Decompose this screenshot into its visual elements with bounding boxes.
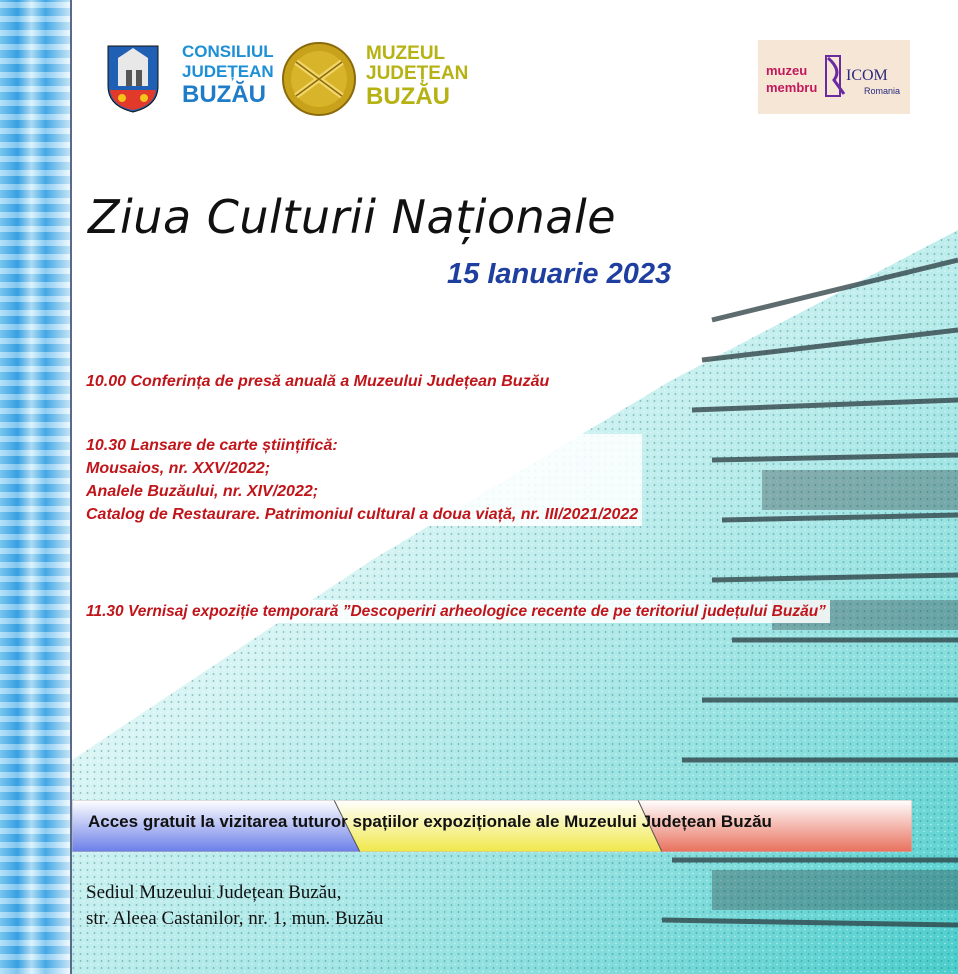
event-line: 10.30 Lansare de carte științifică: <box>86 437 338 454</box>
consiliul-judetean-logo <box>182 42 274 108</box>
logo-text: JUDEȚEAN <box>182 62 274 81</box>
address-line: Sediul Muzeului Județean Buzău, <box>86 882 342 903</box>
muzeul-judetean-logo <box>366 44 468 110</box>
free-access-banner <box>72 800 912 852</box>
icom-brand-text: ICOM <box>846 67 888 84</box>
event-line: 10.00 Conferința de presă anuală a Muzeului Județean Buzău <box>86 373 550 390</box>
left-decorative-stripe <box>0 0 70 974</box>
icom-icon <box>824 50 904 104</box>
museum-address <box>86 880 383 932</box>
logo-text: BUZĂU <box>182 81 266 108</box>
header-logos <box>100 40 480 120</box>
event-line: Mousaios, nr. XXV/2022; <box>86 460 271 477</box>
logo-text: CONSILIUL <box>182 42 274 61</box>
icom-member-badge <box>758 40 910 114</box>
logo-text: BUZĂU <box>366 83 450 110</box>
event-line: 11.30 Vernisaj expoziție temporară ”Descoperiri arheologice recente de pe teritoriul județului Buzău” <box>86 603 826 620</box>
icom-line: muzeu <box>766 63 808 78</box>
logo-text: MUZEUL <box>366 43 446 64</box>
event-item-book-launch <box>84 434 642 526</box>
event-line: Catalog de Restaurare. Patrimoniul cultural a doua viață, nr. III/2021/2022 <box>86 506 639 523</box>
event-item-press-conference <box>84 370 553 393</box>
address-line: str. Aleea Castanilor, nr. 1, mun. Buzău <box>86 908 384 929</box>
free-access-text: Acces gratuit la vizitarea tuturor spațiilor expoziționale ale Muzeului Județean Buzău <box>88 812 772 831</box>
county-crest-icon <box>106 44 160 114</box>
event-line: Analele Buzăului, nr. XIV/2022; <box>86 483 319 500</box>
icom-line: membru <box>766 80 818 95</box>
icom-member-text <box>766 62 817 96</box>
museum-coin-icon <box>280 40 358 118</box>
event-date: 15 Ianuarie 2023 <box>447 258 672 290</box>
event-item-exhibition <box>84 600 830 623</box>
page-title: Ziua Culturii Naționale <box>88 190 617 244</box>
icom-country-text: Romania <box>864 86 901 96</box>
logo-text: JUDEȚEAN <box>366 63 469 84</box>
